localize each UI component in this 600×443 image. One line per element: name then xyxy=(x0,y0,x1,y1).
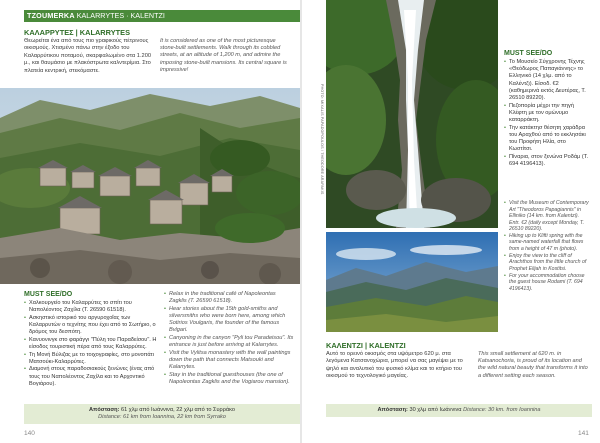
list-item: • Canyoning in the canyon "Pyli tou Paradeisou". Its entrance is just before arriving at Kalarrytes. xyxy=(164,335,294,349)
list-item: • Πίναρια, στον ξενώνα Ροδάμ (Τ. 694 4196413). xyxy=(504,154,590,168)
list-item: • For your accommodation choose the guest house Rodami (T. 694 4196413). xyxy=(504,273,590,293)
distance-greek: 30 χλμ από Ιωάννινα xyxy=(409,407,462,413)
must-see-greek-list xyxy=(24,300,160,388)
list-item: • Ασκηστικό ιστορικό του αργυροχοΐας των Καλαρρυτών ο τεχνίτης που έχει από το Σωτήριο, ο δρόμος του δεσπότη. xyxy=(24,315,160,337)
kalentzi-english-text: This small settlement at 620 m. in Katsanochoria, is proud of its location and the wild natural beauty that transforms it into a different setting each season. xyxy=(478,351,588,379)
list-item: • Πεζοπορία μέχρι την πηγή Κλέφτη με τον ομώνυμο καταρράκτη. xyxy=(504,103,590,125)
kalarrytes-title: ΚΑΛΑΡΡΥΤΕΣ | KALARRYTES xyxy=(24,28,131,37)
chapter-header xyxy=(24,10,300,22)
kalarrytes-greek-text: Θεωρείται ένα από τους πιο γραφικούς πέτρινους οικισμούς. Χτισμένο πάνω στην έξοδο του Καλαρρύτικου ποταμού, σκαρφαλωμένο στα 1.200 μ., και θαυμάσιο με πλακόστρωτα καλντερίμια. Στο πλατεία κεντρική, στεκόμαστε. xyxy=(24,38,152,74)
distance-label: Απόσταση: xyxy=(377,407,408,413)
header-villages: KALARRYTES · KALENTZI xyxy=(76,11,165,20)
waterfall-photo xyxy=(326,0,498,228)
list-item: • Hiking up to Klifti spring with the same-named waterfall that flows from a height of 47 m (photo). xyxy=(504,233,590,253)
kalentzi-title: ΚΑΛΕΝΤΖΙ | KALENTZI xyxy=(326,341,406,350)
photo-credit: PHOTO: MIXALIS PAPADOPOULOS / THEODORE ARAPAKIS xyxy=(320,84,324,195)
distance-bar xyxy=(24,404,300,424)
kalarrytes-village-photo xyxy=(0,88,300,284)
must-see-english-list xyxy=(504,200,590,293)
list-item: • Τη Μονή Βύλιζας με το τοιχογραφίες, στο μονοπάτι Ματσούκι-Καλαρρύτες. xyxy=(24,352,160,366)
list-item: • Enjoy the view to the cliff of Arachthos from the little church of Prophet Elijah in Kostitsi. xyxy=(504,253,590,273)
list-item: • Stay in the traditional guesthouses (the one of Napoleontas Zagklis and the Vogiarou mansion). xyxy=(164,372,294,386)
list-item: • Visit the Vylitsa monastery with the wall paintings down the path that connects Matsouki and Kalarrytes. xyxy=(164,350,294,372)
right-page xyxy=(302,0,600,443)
list-item: • Χαλκουργείο του Καλαρρύτες το σπίτι του Ναπολέοντος Ζαχίλα (Τ. 26590 61518). xyxy=(24,300,160,314)
distance-english: Distance: 61 km from Ioannina, 22 km from Syrrako xyxy=(98,414,226,420)
header-region: TZOUMERKA xyxy=(27,11,75,20)
kalarrytes-english-text: It is considered as one of the most picturesque stone-built settlements. Walk through its cobbled streets, at an altitude of 1,200 m, and admire the imposing stone-built mansions. Its central square is impressive! xyxy=(160,38,287,73)
page-number: 141 xyxy=(578,430,589,437)
distance-greek: 61 χλμ από Ιωάννινα, 22 χλμ από το Συρράκο xyxy=(121,407,235,413)
kalentzi-landscape-photo xyxy=(326,232,498,332)
list-item: • Την κατάκτησ θέσητη χαράδρα του Αραχθού από το εκκλησάκι του Προφήτη Ηλία, στο Κωστίτσι. xyxy=(504,125,590,154)
list-item: • Hear stories about the 15th gold-smiths and silversmiths who were born here, among which Sotirios Voulgaris, the founder of the famous Bvlgari. xyxy=(164,306,294,335)
list-item: • Visit the Museum of Contemporary Art "Theodoros Papagiannis" in Elliniko (14 km. from Kalentzi). Entr. €2 (daily except Monday, T. 26510 89220). xyxy=(504,200,590,233)
must-see-english-list xyxy=(164,291,294,387)
must-see-greek-list xyxy=(504,59,590,169)
must-see-title: MUST SEE/DO xyxy=(24,291,73,298)
distance-english: Distance: 30 km. from Ioannina xyxy=(463,407,541,413)
page-number: 140 xyxy=(24,430,35,437)
list-item: • Διαμονή στους παραδοσιακούς ξενώνες (ένας από τους του Ναπολέοντος Ζαχίλα και το Αρχοντικό Βογιάρου). xyxy=(24,366,160,388)
must-see-title: MUST SEE/DO xyxy=(504,50,553,57)
distance-label: Απόσταση: xyxy=(89,407,120,413)
kalentzi-greek-text: Αυτό το ορεινό οικισμός στα υψόμετρο 620 μ. στα λεγόμενα Κατσανοχώρια, μπορεί να σας μαγέψει με το ψηλό και αναλυτικό του φυσικό κλίμα και το κτήριο του οικισμού το τεχνολογικό μαγείας. xyxy=(326,351,463,380)
list-item: • Relax in the traditional café of Napoleontas Zagklis (T. 26590 61518). xyxy=(164,291,294,305)
list-item: • Το Μουσείο Σύγχρονης Τέχνης «Θεόδωρος Παπαγιάννης» το Ελληνικό (14 χλμ. από το Καλέντζι). Είσοδ. €2 (καθημερινά εκτός Δευτέρας, Τ. 26510 89220). xyxy=(504,59,590,102)
distance-bar xyxy=(326,404,592,417)
list-item: • Κανυονινγκ στο φαράγγι "Πύλη του Παραδείσου". Η είσοδος τουριστική πέρα από τους Καλαρρύτες. xyxy=(24,337,160,351)
